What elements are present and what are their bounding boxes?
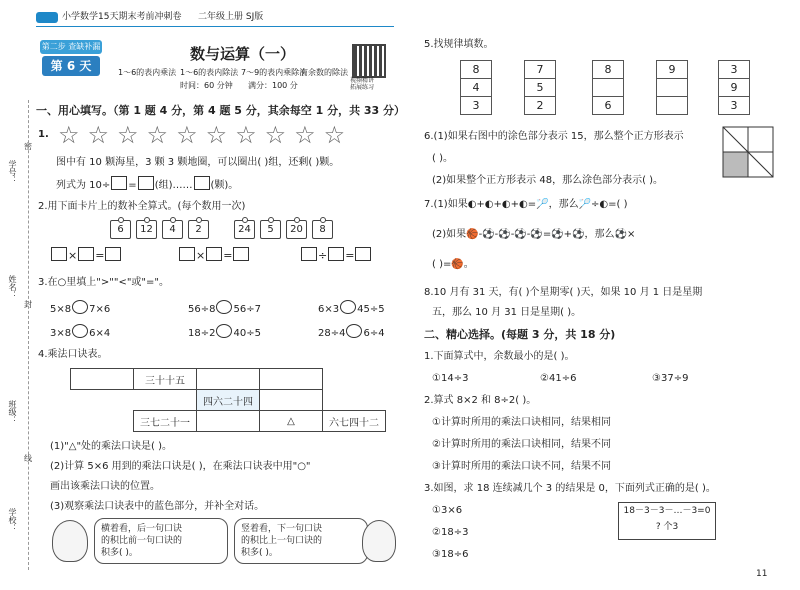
table-cell: 六七四十二 <box>323 411 386 432</box>
margin-name: 姓名： <box>8 275 17 299</box>
boy-avatar <box>362 520 396 562</box>
number-card: 4 <box>162 220 183 239</box>
margin-student-id: 学号： <box>8 160 17 184</box>
q7-line3: ( )=🏀。 <box>432 259 474 270</box>
qr-code <box>352 44 386 78</box>
header-rule <box>36 26 394 27</box>
multiplication-table <box>70 368 386 432</box>
table-cell: 三七二十一 <box>134 411 197 432</box>
answer-box[interactable] <box>78 247 94 261</box>
q7-line2: (2)如果🏀-⚽-⚽-⚽-⚽=⚽+⚽，那么⚽× <box>432 229 636 240</box>
number-card: 8 <box>312 220 333 239</box>
q6-line3: (2)如果整个正方形表示 48，那么涂色部分表示( )。 <box>432 175 664 186</box>
q1-line2-b: = <box>128 180 137 191</box>
q2-text: 2.用下面卡片上的数补全算式。(每个数用一次) <box>38 201 246 212</box>
q3-item: 6×3 45÷5 <box>318 300 385 316</box>
c1-opt: ②41÷6 <box>540 373 577 384</box>
q1-line2-a: 列式为 10÷ <box>56 180 111 191</box>
table-cell <box>260 369 323 390</box>
topic-4: 有余数的除法 <box>300 68 348 77</box>
girl-avatar <box>52 520 88 562</box>
score-info: 满分：100 分 <box>248 81 298 90</box>
q5-text: 5.找规律填数。 <box>424 39 494 50</box>
part1-heading: 一、用心填写。（第 1 题 4 分，第 4 题 5 分，其余每空 1 分，共 33 分） <box>36 104 406 117</box>
c2-opt: ①计算时所用的乘法口诀相同，结果相同 <box>432 417 611 428</box>
c1-opt: ③37÷9 <box>652 373 689 384</box>
table-cell: 四六二十四 <box>197 390 260 411</box>
q2-op: × <box>68 249 78 262</box>
q1-number: 1. <box>38 129 49 140</box>
compare-circle[interactable] <box>72 324 88 338</box>
answer-box[interactable] <box>301 247 317 261</box>
q2-equation-1 <box>50 247 122 262</box>
q4-sub2-a: (2)计算 5×6 用到的乘法口诀是( )，在乘法口诀表中用"○" <box>50 461 311 472</box>
answer-box[interactable] <box>355 247 371 261</box>
starfish-row: ☆☆☆☆☆☆☆☆☆☆ <box>58 121 354 149</box>
day-label: 第 6 天 <box>42 56 100 76</box>
answer-box[interactable] <box>206 247 222 261</box>
part2-heading: 二、精心选择。(每题 3 分，共 18 分) <box>424 328 616 341</box>
table-cell <box>197 411 260 432</box>
q6-line2: ( )。 <box>432 153 453 164</box>
edition: 二年级上册 SJ版 <box>198 12 264 22</box>
number-card: 24 <box>234 220 255 239</box>
q1-line2-c: (组)…… <box>154 180 193 191</box>
q3-item: 28÷4 6÷4 <box>318 324 385 340</box>
q1-line2-d: (颗)。 <box>210 180 239 191</box>
margin-dashed-line <box>28 100 29 570</box>
c1-text: 1.下面算式中，余数最小的是( )。 <box>424 351 575 362</box>
q4-sub3: (3)观察乘法口诀表中的蓝色部分，并补全对话。 <box>50 501 265 512</box>
lesson-title: 数与运算（一） <box>190 45 296 63</box>
answer-box[interactable] <box>328 247 344 261</box>
time-info: 时间：60 分钟 <box>180 81 233 90</box>
answer-box[interactable] <box>138 176 154 190</box>
speech-bubble-right: 竖着看，下一句口诀 的积比上一句口诀的 积多( )。 <box>234 518 368 564</box>
c3-text: 3.如图，求 18 连续减几个 3 的结果是 0，下面列式正确的是( )。 <box>424 483 716 494</box>
answer-box[interactable] <box>194 176 210 190</box>
margin-class: 班级： <box>8 400 17 424</box>
q4-sub2-b: 画出该乘法口诀的位置。 <box>50 481 160 492</box>
margin-seal-3: 线 <box>24 454 32 463</box>
answer-box[interactable] <box>111 176 127 190</box>
qr-caption-2: 拓展练习 <box>350 84 375 91</box>
c2-opt: ②计算时所用的乘法口诀相同，结果不同 <box>432 439 611 450</box>
c1-opt: ①14÷3 <box>432 373 469 384</box>
number-card: 20 <box>286 220 307 239</box>
speech-bubble-left: 横着看，后一句口诀 的积比前一句口诀的 积多( )。 <box>94 518 228 564</box>
puzzle-5: 3 9 3 <box>718 60 750 115</box>
answer-box[interactable] <box>179 247 195 261</box>
q1-line1: 图中有 10 颗海星，3 颗 3 颗地圈，可以圈出( )组，还剩( )颗。 <box>56 157 340 168</box>
compare-circle[interactable] <box>346 324 362 338</box>
puzzle-2: 7 5 2 <box>524 60 556 115</box>
compare-circle[interactable] <box>216 300 232 314</box>
topic-2: 1～6的表内除法 <box>180 68 239 77</box>
c3-opt: ③18÷6 <box>432 549 469 560</box>
q2-equation-3 <box>300 247 372 262</box>
c2-opt: ③计算时所用的乘法口诀不同，结果不同 <box>432 461 611 472</box>
q4-text: 4.乘法口诀表。 <box>38 349 108 360</box>
q4-sub1: (1)"△"处的乘法口诀是( )。 <box>50 441 173 452</box>
topic-3: 7～9的表内乘除法 <box>241 68 308 77</box>
q3-text: 3.在○里填上">""<"或"="。 <box>38 277 170 288</box>
q3-item: 3×8 6×4 <box>50 324 110 340</box>
q3-item: 5×8 7×6 <box>50 300 110 316</box>
series-logo <box>36 12 58 23</box>
number-card: 6 <box>110 220 131 239</box>
number-card: 2 <box>188 220 209 239</box>
series-title: 小学数学15天期末考前冲刺卷 <box>62 12 182 22</box>
c3-opt: ②18÷3 <box>432 527 469 538</box>
table-cell: △ <box>260 411 323 432</box>
table-cell <box>71 369 134 390</box>
q2-op: = <box>95 249 105 262</box>
number-card: 12 <box>136 220 157 239</box>
q8-line1: 8.10 月有 31 天，有( )个星期零( )天，如果 10 月 1 日是星期 <box>424 287 703 298</box>
puzzle-1: 8 4 3 <box>460 60 492 115</box>
q2-op: × <box>196 249 206 262</box>
puzzle-3: 8 6 <box>592 60 624 115</box>
margin-seal-1: 密 <box>24 142 32 151</box>
q3-item: 56÷8 56÷7 <box>188 300 261 316</box>
compare-circle[interactable] <box>216 324 232 338</box>
table-cell <box>260 390 323 411</box>
page-number: 11 <box>756 569 768 579</box>
q2-op: = <box>223 249 233 262</box>
q7-line1: 7.(1)如果◐+◐+◐+◐=🏸，那么🏸÷◐=( ) <box>424 199 628 210</box>
margin-school: 学校： <box>8 508 17 532</box>
c3-figure-box: 18－3－3－…－3=0 ? 个3 <box>618 502 716 540</box>
compare-circle[interactable] <box>340 300 356 314</box>
q2-equation-2 <box>178 247 250 262</box>
c3-opt: ①3×6 <box>432 505 463 516</box>
answer-box[interactable] <box>105 247 121 261</box>
c2-text: 2.算式 8×2 和 8÷2( )。 <box>424 395 537 406</box>
q3-item: 18÷2 40÷5 <box>188 324 261 340</box>
number-card: 5 <box>260 220 281 239</box>
table-cell <box>197 369 260 390</box>
topic-1: 1～6的表内乘法 <box>118 68 177 77</box>
q2-op: ÷ <box>318 249 328 262</box>
square-figure <box>722 126 774 178</box>
q6-line1: 6.(1)如果右图中的涂色部分表示 15，那么整个正方形表示 <box>424 131 684 142</box>
answer-box[interactable] <box>233 247 249 261</box>
week-badge: 第二步 查缺补漏 <box>40 40 102 54</box>
answer-box[interactable] <box>51 247 67 261</box>
q8-line2: 五，那么 10 月 31 日是星期( )。 <box>432 307 582 318</box>
compare-circle[interactable] <box>72 300 88 314</box>
qr-caption-1: 视频精讲 <box>350 77 375 84</box>
margin-seal-2: 封 <box>24 300 32 309</box>
q2-op: = <box>345 249 355 262</box>
puzzle-4: 9 <box>656 60 688 115</box>
q1-line2 <box>56 176 238 192</box>
table-cell: 三十十五 <box>134 369 197 390</box>
